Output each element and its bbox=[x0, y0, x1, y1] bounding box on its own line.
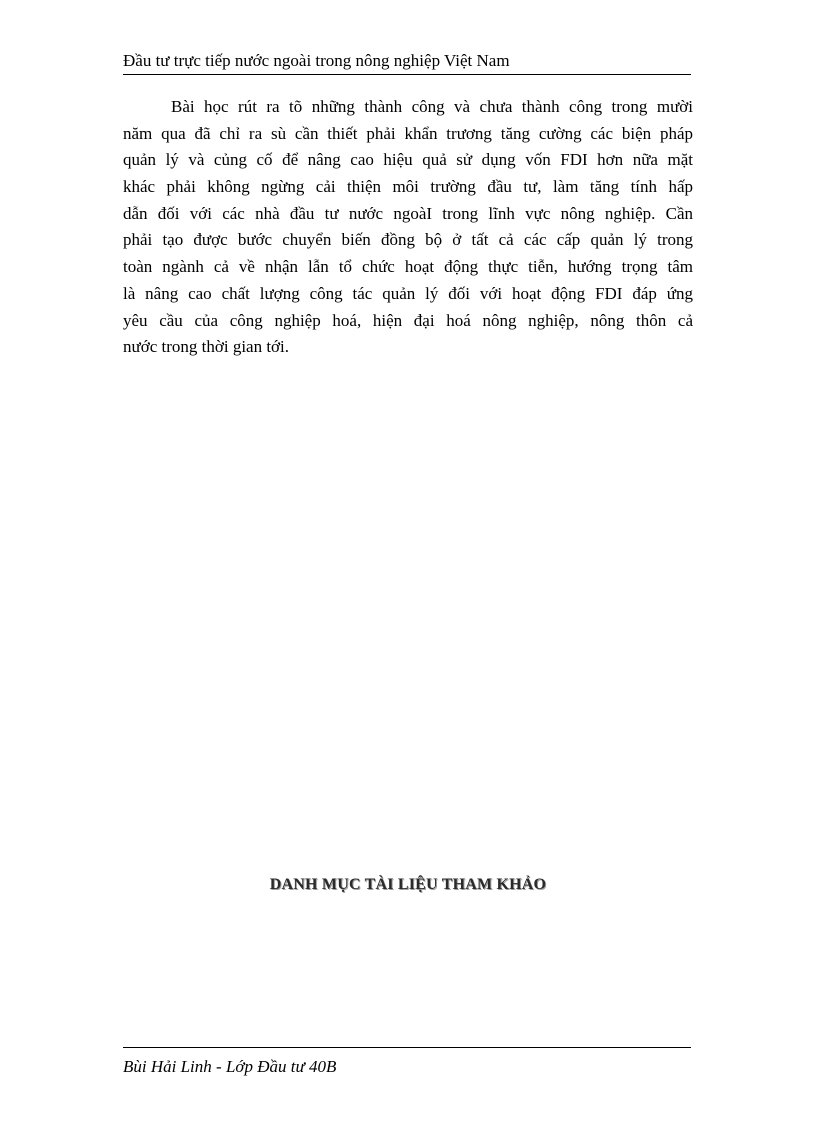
paragraph-line: nước trong thời gian tới. bbox=[123, 337, 290, 357]
page-header bbox=[123, 50, 691, 75]
body-paragraph bbox=[123, 94, 693, 361]
paragraph-line: Bài học rút ra tõ những thành công và chưa thành công trong mười bbox=[171, 97, 693, 116]
paragraph-line: là nâng cao chất lượng công tác quản lý đối với hoạt động FDI đáp ứng bbox=[123, 283, 693, 303]
paragraph-line: yêu cầu của công nghiệp hoá, hiện đại hoá nông nghiệp, nông thôn cả bbox=[123, 310, 693, 330]
section-heading: DANH MỤC TÀI LIỆU THAM KHẢO bbox=[269, 876, 547, 893]
paragraph-line: khác phải không ngừng cải thiện môi trường đầu tư, làm tăng tính hấp bbox=[123, 177, 693, 197]
paragraph-line: phải tạo được bước chuyển biến đồng bộ ở tất cả các cấp quản lý trong bbox=[123, 230, 693, 250]
paragraph-line: quản lý và củng cố để nâng cao hiệu quả sử dụng vốn FDI hơn nữa mặt bbox=[123, 150, 693, 170]
paragraph-line: dẫn đối với các nhà đầu tư nước ngoàI trong lĩnh vực nông nghiệp. Cần bbox=[123, 203, 693, 223]
paragraph-line: năm qua đã chỉ ra sù cần thiết phải khẩn trương tăng cường các biện pháp bbox=[123, 123, 693, 143]
paragraph-line: toàn ngành cả về nhận lẫn tổ chức hoạt động thực tiễn, hướng trọng tâm bbox=[123, 257, 693, 277]
footer-divider bbox=[123, 1047, 691, 1048]
footer-author: Bùi Hải Linh - Lớp Đầu tư 40B bbox=[123, 1057, 337, 1076]
header-title: Đầu tư trực tiếp nước ngoài trong nông nghiệp Việt Nam bbox=[123, 51, 510, 70]
